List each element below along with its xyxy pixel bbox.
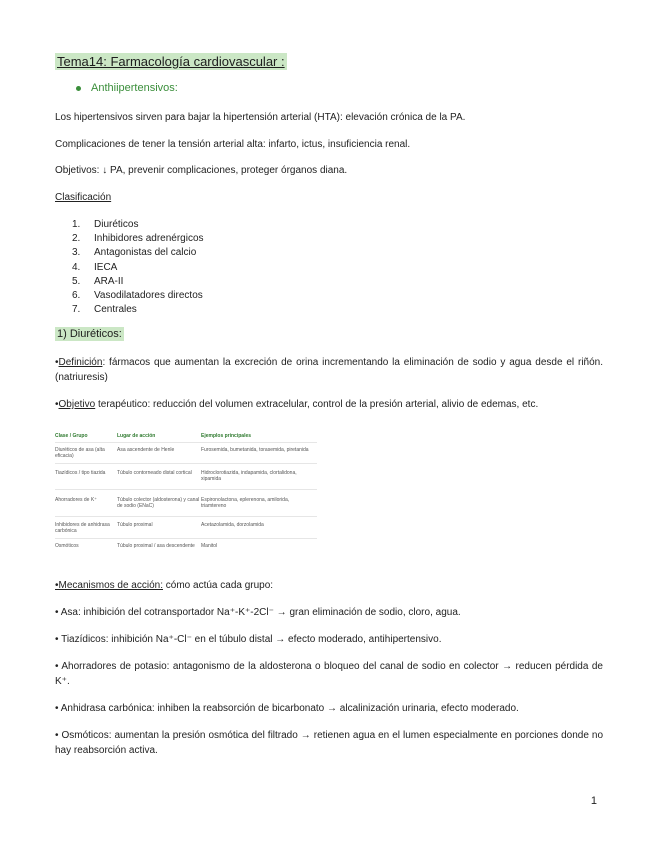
list-item: 2. Inhibidores adrenérgicos — [72, 233, 204, 245]
subtitle-text: Anthiipertensivos: — [91, 82, 178, 94]
bullet-dot-icon — [76, 86, 81, 91]
objetivo-paragraph: •Objetivo terapéutico: reducción del volumen extracelular, control de la presión arterial, alivio de edemas, etc. — [55, 399, 539, 410]
intro-paragraph: Objetivos: ↓ PA, prevenir complicaciones, proteger órganos diana. — [55, 165, 348, 176]
list-item: 5. ARA-II — [72, 275, 124, 287]
objetivo-label: Objetivo — [58, 399, 96, 410]
mecanismo-item: • Tiazídicos: inhibición Na⁺-Cl⁻ en el túbulo distal → efecto moderado, antihipertensivo. — [55, 634, 442, 645]
table-header-row: Clase / Grupo Lugar de acción Ejemplos principales — [55, 433, 252, 439]
list-item: 6. Vasodilatadores directos — [72, 290, 203, 302]
section-diureticos-title: 1) Diuréticos: — [57, 328, 122, 340]
table-row: Osmóticos Túbulo proximal / asa descendente Manitol — [55, 543, 218, 549]
table-row: Inhibidores de anhidrasa carbónica Túbulo proximal Acetazolamida, dorzolamida — [55, 522, 264, 534]
list-item: 7. Centrales — [72, 304, 137, 316]
intro-paragraph: Complicaciones de tener la tensión arterial alta: infarto, ictus, insuficiencia renal. — [55, 139, 411, 150]
definicion-paragraph: •Definición: fármacos que aumentan la excreción de orina incrementando la eliminación de sodio y agua desde el riñón. (natriuresis) — [55, 357, 603, 383]
clasificacion-list — [72, 218, 204, 317]
page-number: 1 — [590, 795, 597, 807]
mecanismo-item: • Osmóticos: aumentan la presión osmótica del filtrado → retienen agua en el lumen especialmente en porciones donde no hay reabsorción activa. — [55, 730, 603, 756]
page-title: Tema14: Farmacología cardiovascular : — [57, 54, 285, 69]
list-item: 3. Antagonistas del calcio — [72, 247, 197, 259]
subtitle-bullet — [76, 82, 178, 94]
mecanismo-item: • Anhidrasa carbónica: inhiben la reabsorción de bicarbonato → alcalinización urinaria, efecto moderado. — [55, 703, 519, 714]
intro-paragraph: Los hipertensivos sirven para bajar la hipertensión arterial (HTA): elevación crónica de la PA. — [55, 112, 466, 123]
table-row: Diuréticos de asa (alta eficacia) Asa ascendente de Henle Furosemida, bumetanida, torasemida, piretanida — [55, 447, 309, 459]
mecanismo-item: • Ahorradores de potasio: antagonismo de la aldosterona o bloqueo del canal de sodio en colector → reducen pérdida de K⁺. — [55, 661, 603, 687]
list-item: 4. IECA — [72, 261, 118, 273]
definicion-label: Definición — [58, 357, 103, 368]
list-item: 1. Diuréticos — [72, 219, 139, 230]
table-row: Tiazídicos / tipo tiazida Túbulo contorneado distal cortical Hidroclorotiazida, indapamida, clortalidona, xipamida — [55, 470, 297, 482]
mecanismos-heading: •Mecanismos de acción: cómo actúa cada grupo: — [55, 580, 274, 591]
table-row: Ahorradores de K⁺ Túbulo colector (aldosterona) y canal de sodio (ENaC) Espironolactona, eplerenona, amilorida, triamtereno — [55, 497, 290, 509]
mecanismo-item: • Asa: inhibición del cotransportador Na⁺-K⁺-2Cl⁻ → gran eliminación de sodio, cloro, agua. — [55, 607, 461, 618]
clasificacion-heading: Clasificación — [55, 192, 112, 203]
